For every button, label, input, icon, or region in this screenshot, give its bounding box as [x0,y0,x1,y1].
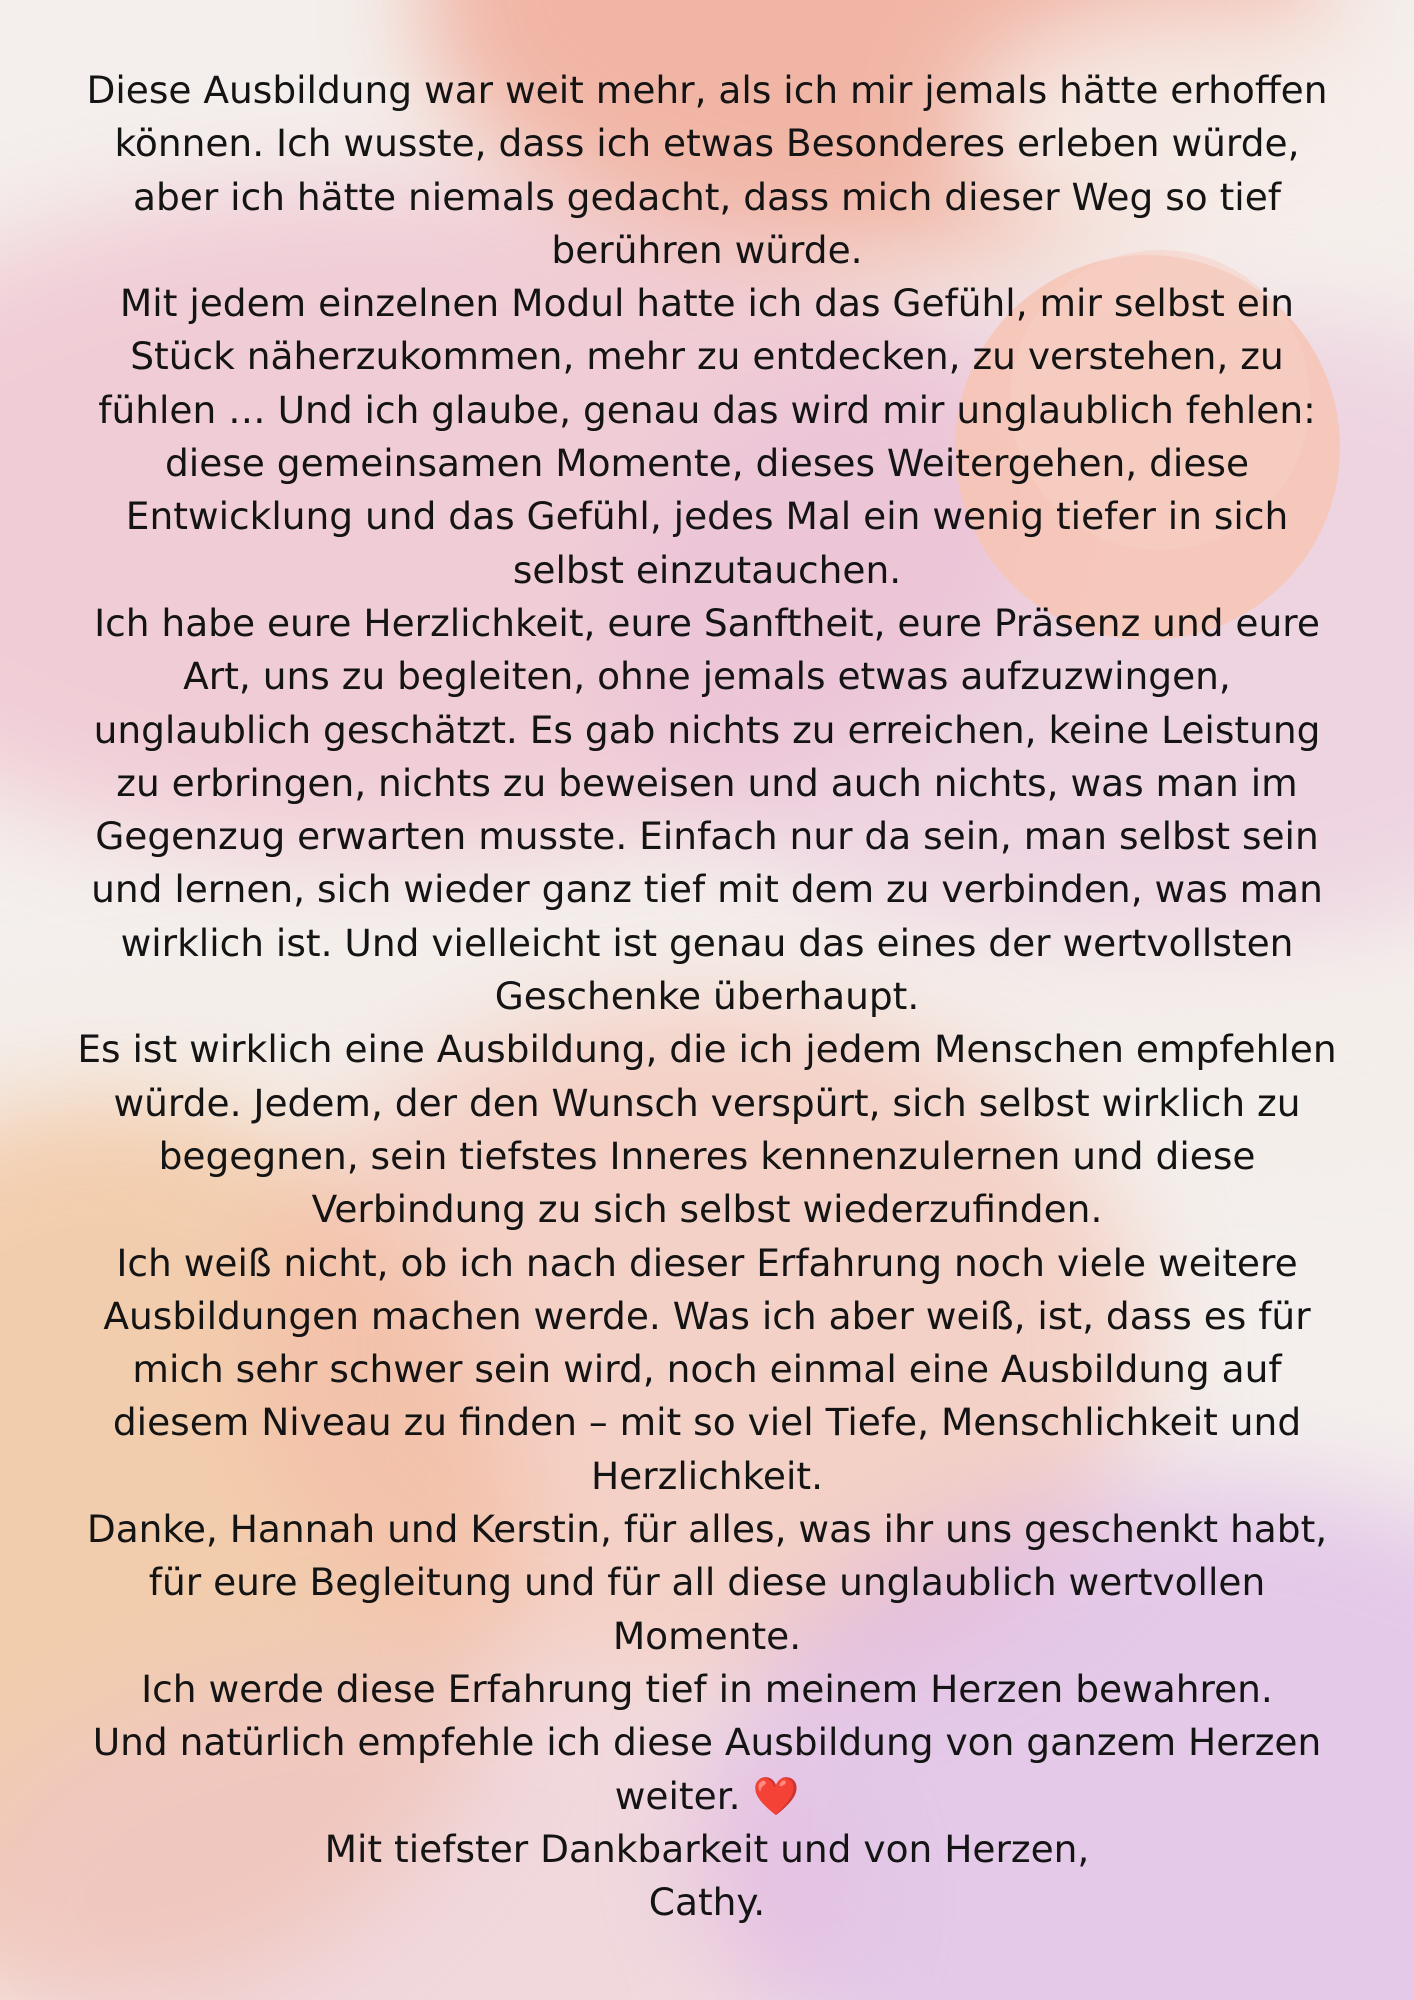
paragraph-7: Ich werde diese Erfahrung tief in meinem Herzen bewahren. [141,1666,1273,1711]
paragraph-4: Es ist wirklich eine Ausbildung, die ich jedem Menschen empfehlen würde. Jedem, der den Wunsch verspürt, sich selbst wirklich zu begegnen, sein tiefstes Inneres kennenzulernen und diese Verbindung zu sich selbst wiederzufinden. [77,1027,1337,1232]
closing-line: Mit tiefster Dankbarkeit und von Herzen, [324,1826,1090,1871]
paragraph-2: Mit jedem einzelnen Modul hatte ich das Gefühl, mir selbst ein Stück näherzukommen, mehr zu entdecken, zu verstehen, zu fühlen … Und ich glaube, genau das wird mir unglaublich fehlen: diese gemeinsamen Momente, dieses Weitergehen, diese Entwicklung und das Gefühl, jedes Mal ein wenig tiefer in sich selbst einzutauchen. [98,281,1316,592]
paragraph-3: Ich habe eure Herzlichkeit, eure Sanftheit, eure Präsenz und eure Art, uns zu begleiten, ohne jemals etwas aufzuzwingen, unglaublich geschätzt. Es gab nichts zu erreichen, keine Leistung zu erbringen, nichts zu beweisen und auch nichts, was man im Gegenzug erwarten musste. Einfach nur da sein, man selbst sein und lernen, sich wieder ganz tief mit dem zu verbinden, was man wirklich ist. Und vielleicht ist genau das eines der wertvollsten Geschenke überhaupt. [91,600,1323,1019]
paragraph-6: Danke, Hannah und Kerstin, für alles, was ihr uns geschenkt habt, für eure Begleitung und für all diese unglaublich wertvollen Momente. [86,1507,1328,1658]
signature: Cathy. [648,1880,766,1925]
paragraph-8: Und natürlich empfehle ich diese Ausbildung von ganzem Herzen weiter. ❤️ [92,1720,1322,1818]
paragraph-1: Diese Ausbildung war weit mehr, als ich mir jemals hätte erhoffen können. Ich wusste, dass ich etwas Besonderes erleben würde, aber ich hätte niemals gedacht, dass mich dieser Weg so tief berühren würde. [86,68,1328,272]
letter-body [70,64,1344,1929]
paragraph-5: Ich weiß nicht, ob ich nach dieser Erfahrung noch viele weitere Ausbildungen machen werde. Was ich aber weiß, ist, dass es für mich sehr schwer sein wird, noch einmal eine Ausbildung auf diesem Niveau zu finden – mit so viel Tiefe, Menschlichkeit und Herzlichkeit. [103,1240,1311,1498]
